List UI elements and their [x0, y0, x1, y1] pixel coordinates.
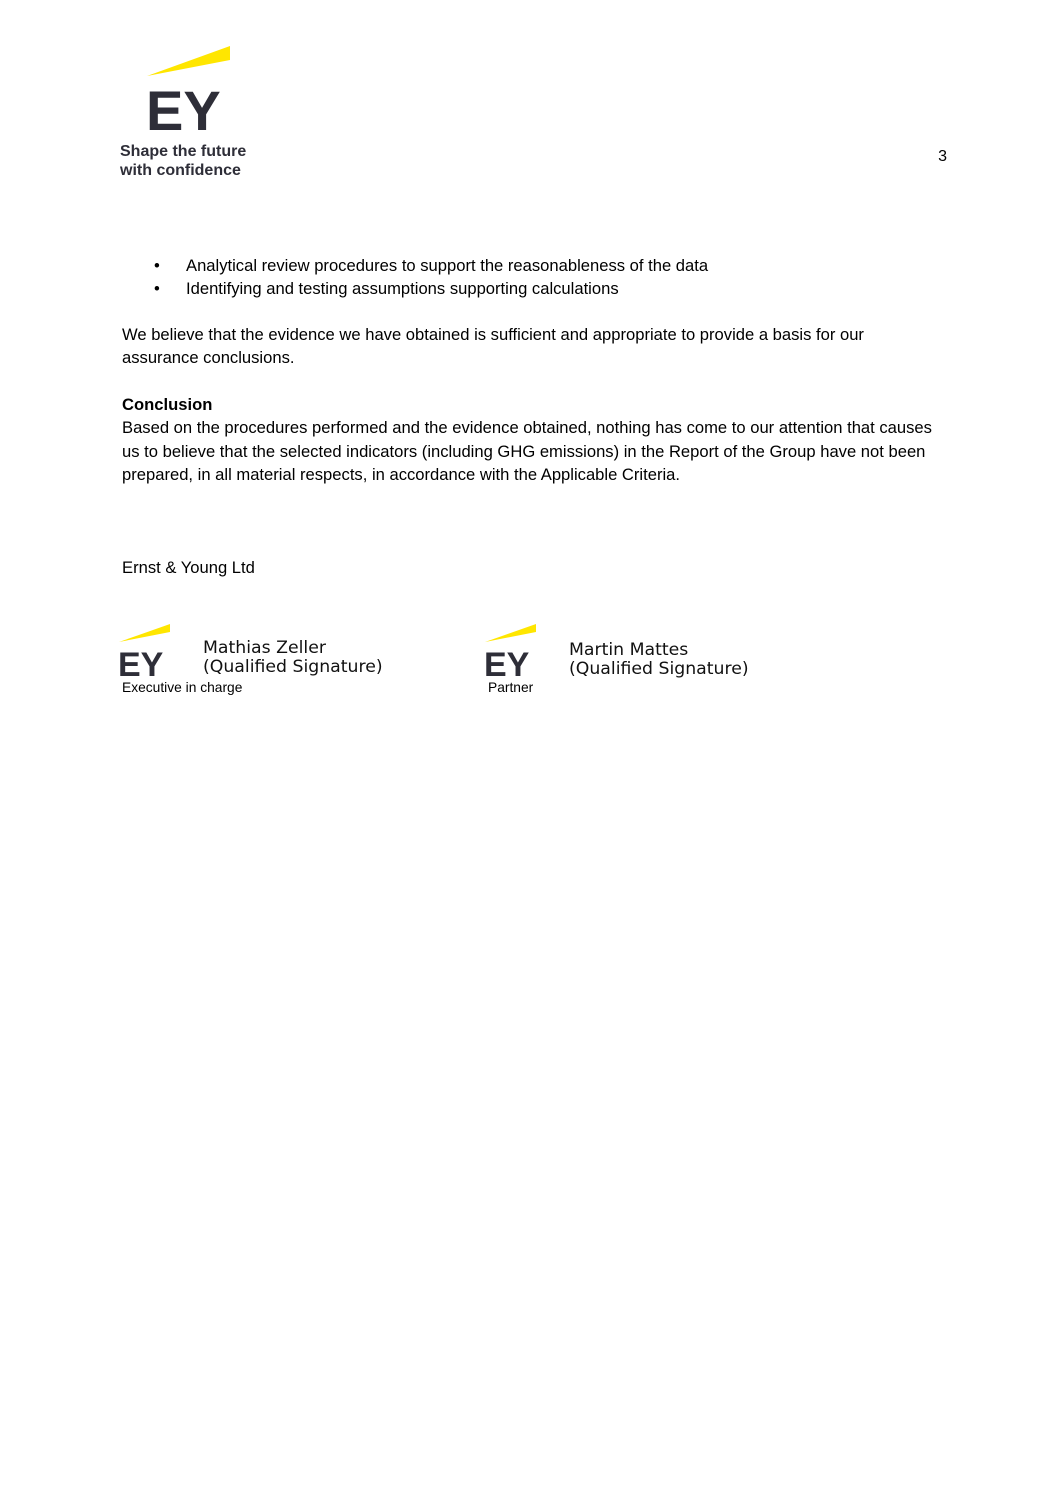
signer-name: [203, 639, 383, 677]
list-item-text: Analytical review procedures to support the reasonableness of the data: [186, 256, 709, 275]
ey-signature-logo-icon: [118, 624, 174, 678]
evidence-paragraph: We believe that the evidence we have obtained is sufficient and appropriate to provide a basis for our assurance conclusions.: [122, 325, 864, 368]
signature-block: [484, 624, 784, 704]
ey-sig-logo-text: EY: [118, 646, 164, 678]
bullet-icon: •: [154, 279, 160, 299]
signature-block: [118, 624, 418, 704]
logo-tagline: [120, 142, 246, 180]
signer-role: Partner: [488, 680, 534, 695]
list-item: [122, 277, 942, 300]
conclusion-heading: Conclusion: [122, 395, 213, 414]
signer-qualifier: (Qualified Signature): [569, 659, 749, 679]
bullet-icon: •: [154, 256, 160, 275]
signer-name-text: Mathias Zeller: [203, 638, 326, 658]
tagline-line2: with confidence: [120, 162, 241, 179]
signer-qualifier: (Qualified Signature): [203, 657, 383, 677]
ey-logo: [120, 44, 260, 184]
ey-logo-text: EY: [146, 79, 221, 136]
page-number: 3: [938, 148, 947, 165]
list-item-text: Identifying and testing assumptions supporting calculations: [186, 279, 619, 299]
tagline-line1: Shape the future: [120, 143, 247, 160]
ey-beam-icon: [120, 44, 240, 136]
bullet-list: [122, 254, 942, 301]
conclusion-section: [122, 393, 942, 486]
ey-sig-logo-text: EY: [484, 646, 530, 678]
signer-name: [569, 641, 749, 679]
list-item: [122, 254, 942, 277]
firm-name: Ernst & Young Ltd: [122, 558, 255, 577]
signer-role: Executive in charge: [122, 680, 243, 695]
ey-signature-logo-icon: [484, 624, 540, 678]
signer-name-text: Martin Mattes: [569, 640, 689, 660]
conclusion-text: Based on the procedures performed and the evidence obtained, nothing has come to our attention that causes us to believe that the selected indicators (including GHG emissions) in the Report of the Group have not been prepared, in all material respects, in accordance with the Applicable Criteria.: [122, 418, 932, 484]
